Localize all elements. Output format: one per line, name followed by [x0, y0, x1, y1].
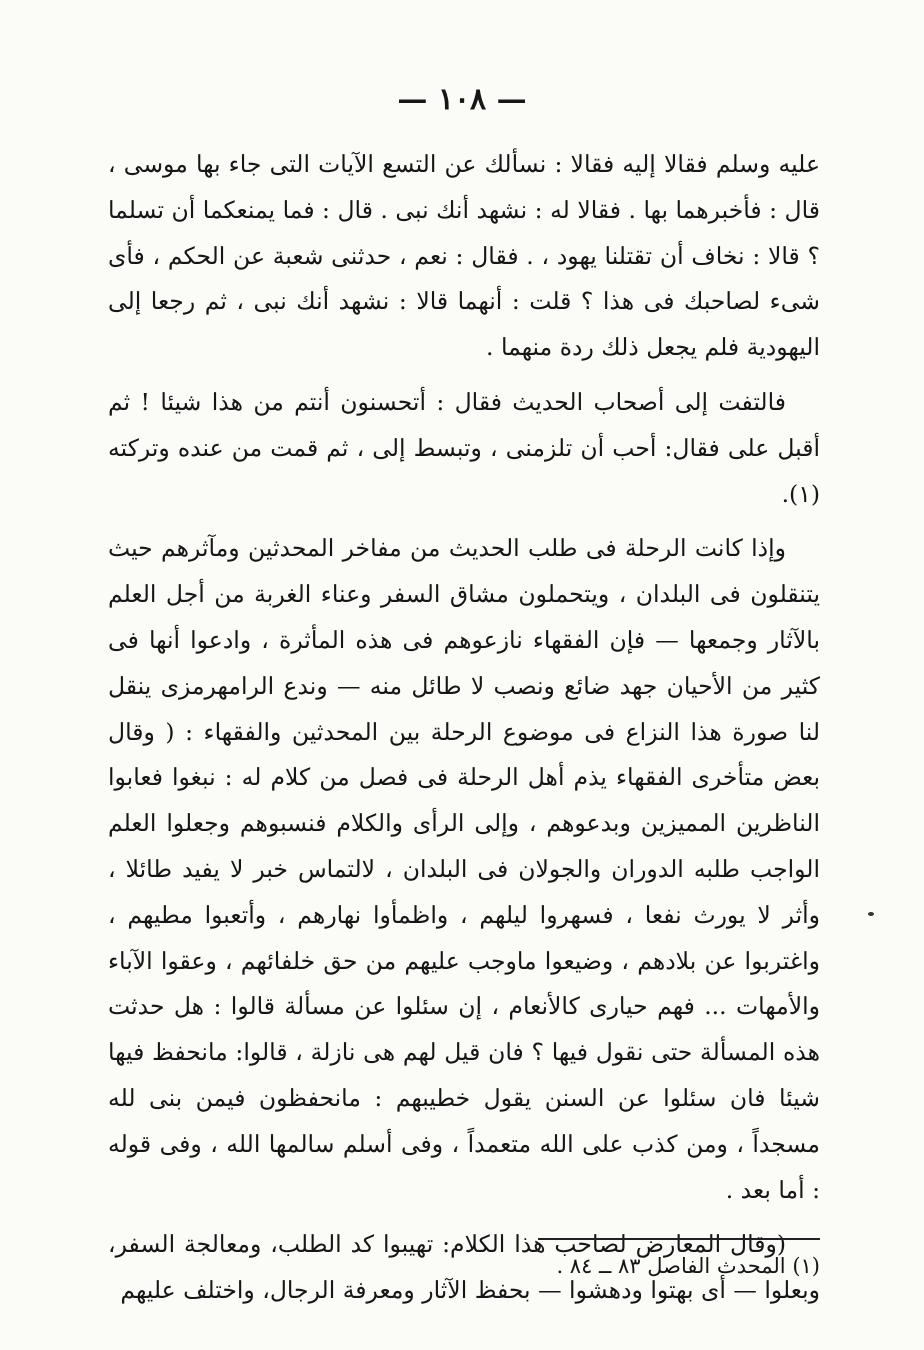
page-number: — ١٠٨ —	[397, 82, 527, 117]
ink-speck	[868, 912, 874, 916]
footnote-separator	[538, 1238, 820, 1240]
body-text	[108, 142, 820, 1314]
paragraph: وإذا كانت الرحلة فى طلب الحديث من مفاخر المحدثين ومآثرهم حيث يتنقلون فى البلدان ، ويتحملون مشاق السفر وعناء الغربة من أجل العلم بالآثار وجمعها — فإن الفقهاء نازعوهم فى هذه المأثرة ، وادعوا أنها فى كثير من الأحيان جهد ضائع ونصب لا طائل منه — وندع الرامهرمزى ينقل لنا صورة هذا النزاع فى موضوع الرحلة بين المحدثين والفقهاء : ( وقال بعض متأخرى الفقهاء يذم أهل الرحلة فى فصل من كلام له : نبغوا فعابوا الناظرين المميزين وبدعوهم ، وإلى الرأى والكلام فنسبوهم وجعلوا العلم الواجب طلبه الدوران والجولان فى البلدان ، لالتماس خبر لا يفيد طائلا ، وأثر لا يورث نفعا ، فسهروا ليلهم ، واظمأوا نهارهم ، وأتعبوا مطيهم ، واغتربوا عن بلادهم ، وضيعوا ماوجب عليهم من حق خلفائهم ، وعقوا الآباء والأمهات ... فهم حيارى كالأنعام ، إن سئلوا عن مسألة قالوا : هل حدثت هذه المسألة حتى نقول فيها ؟ فان قيل لهم هى نازلة ، قالوا: مانحفظ فيها شيئا فان سئلوا عن السنن يقول خطيبهم : مانحفظون فيمن بنى لله مسجداً ، ومن كذب على الله متعمداً ، وفى أسلم سالمها الله ، وفى قوله : أما بعد .	[108, 534, 820, 1204]
paragraph: (وقال المعارض لصاحب هذا الكلام: تهيبوا كد الطلب، ومعالجة السفر، وبعلوا — أى بهتوا ودهشوا — بحفظ الآثار ومعرفة الرجال، واختلف عليهم	[108, 1230, 820, 1305]
paragraph: فالتفت إلى أصحاب الحديث فقال : أتحسنون أنتم من هذا شيئا ! ثم أقبل على فقال: أحب أن تلزمنى ، وتبسط إلى ، ثم قمت من عنده وتركته (١).	[108, 387, 820, 508]
footnote: (١) المحدث الفاصل ٨٣ ــ ٨٤ .	[556, 1254, 820, 1278]
paragraph: عليه وسلم فقالا إليه فقالا : نسألك عن التسع الآيات التى جاء بها موسى ، قال : فأخبرهما بها . فقالا له : نشهد أنك نبى . قال : فما يمنعكما أن تسلما ؟ قالا : نخاف أن تقتلنا يهود ، . فقال : نعم ، حدثنى شعبة عن الحكم ، فأى شىء لصاحبك فى هذا ؟ قلت : أنهما قالا : نشهد أنك نبى ، ثم رجعا إلى اليهودية فلم يجعل ذلك ردة منهما .	[108, 150, 820, 362]
